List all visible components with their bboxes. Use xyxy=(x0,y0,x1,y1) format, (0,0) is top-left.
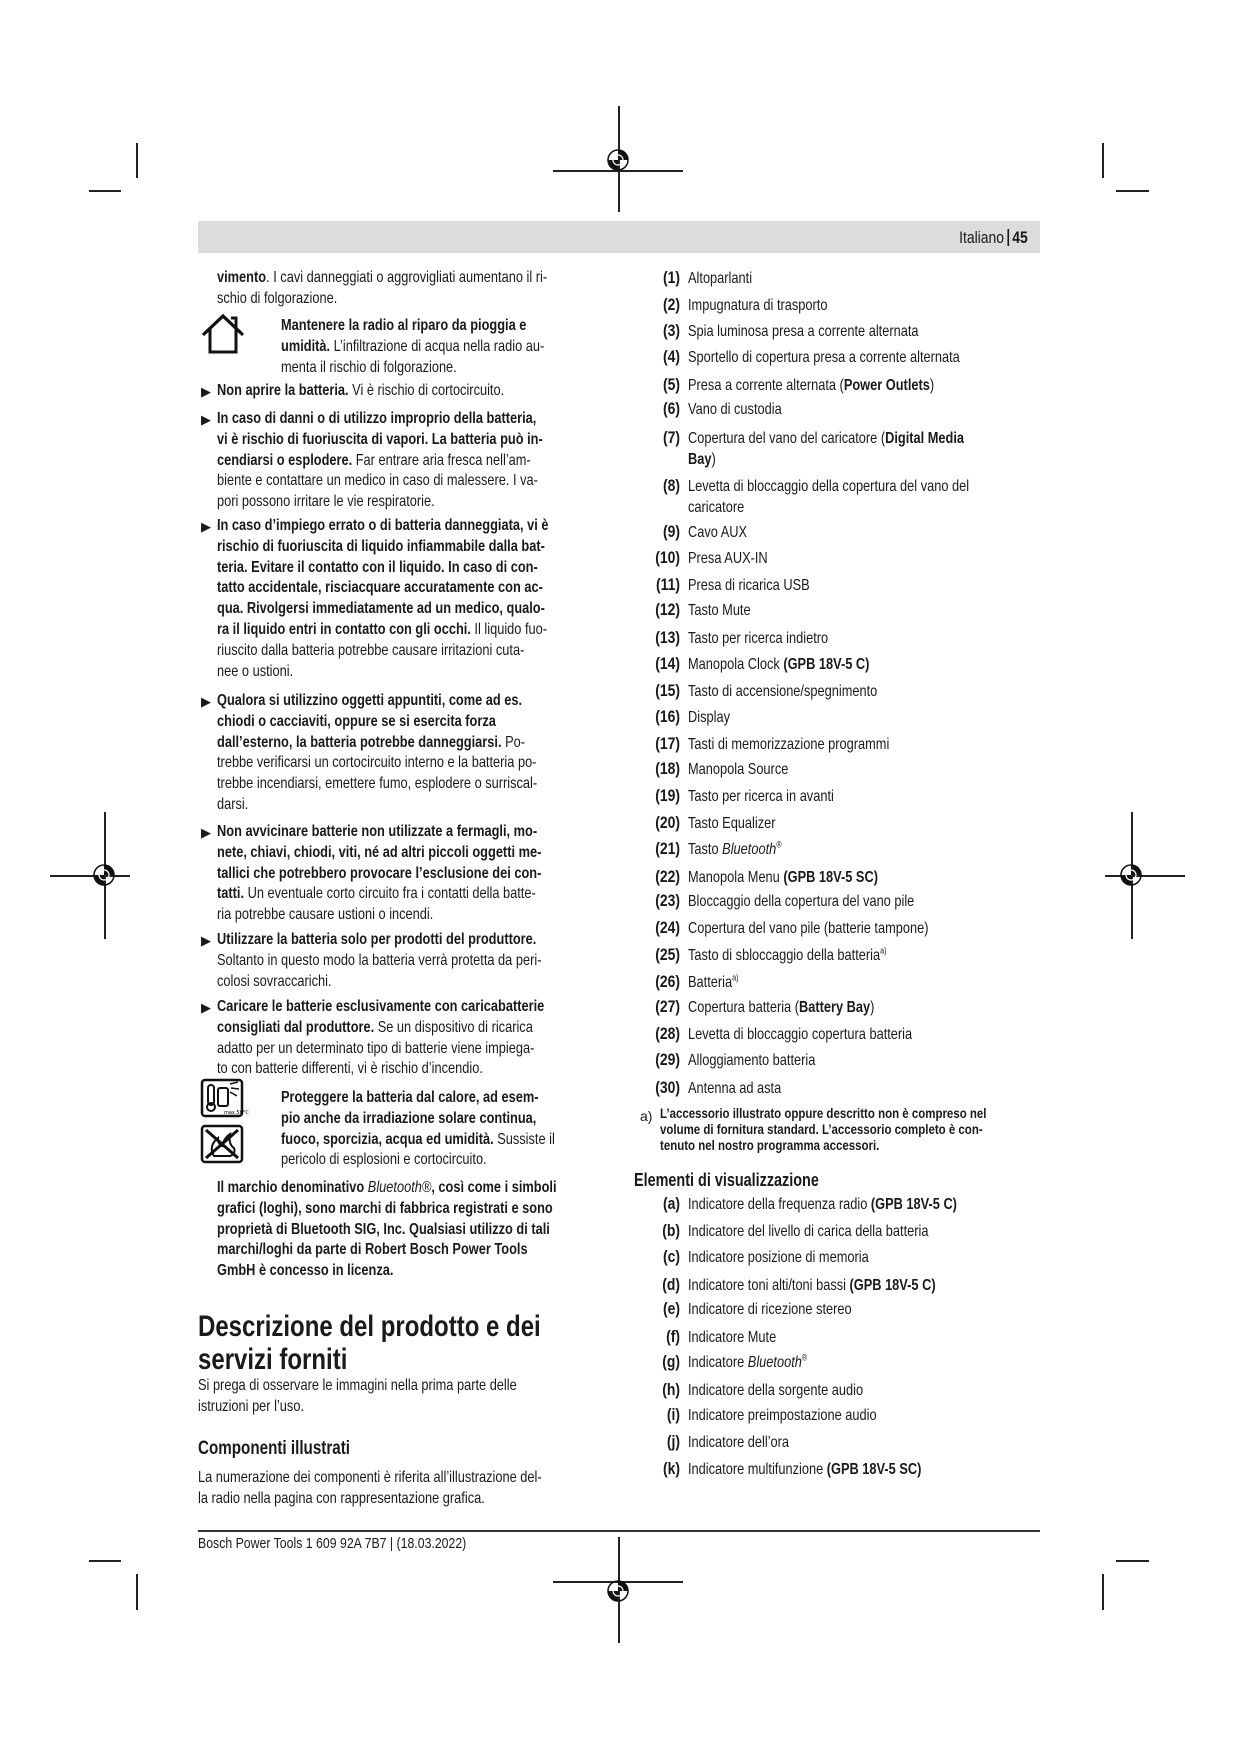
display-item-label xyxy=(688,1381,863,1402)
text-run: Bluetooth xyxy=(722,840,777,858)
component-number: (3) xyxy=(662,320,680,340)
text-run: a) xyxy=(880,945,887,956)
text-run: In caso d’impiego errato o di batteria danneggiata, vi è rischio di fuoriuscita di liquido infiammabile dalla bat- teria. Evitare il contatto con il liquido. In caso di con- tatto accidentale, risciacquare accuratamente con ac- qua. Rivolgersi immediatamente ad un medico, qualo- ra il liquido entri in contatto con gli occhi. xyxy=(217,517,549,638)
component-number: (14) xyxy=(655,654,680,674)
text-run: , così come i simboli grafici (loghi), sono marchi di fabbrica registrati e sono proprietà di Bluetooth SIG, Inc. Qualsiasi utilizzo di tali marchi/loghi da parte di Robert Bosch Power Tools GmbH è concesso in licenza. xyxy=(217,1179,557,1280)
text-run: (GPB 18V-5 C) xyxy=(849,1276,936,1294)
display-item-number: (c) xyxy=(662,1246,680,1266)
text-run: Tasto per ricerca in avanti xyxy=(688,788,834,806)
component-number: (29) xyxy=(655,1049,680,1069)
text-run: Levetta di bloccaggio della copertura del vano del caricatore xyxy=(688,478,970,517)
component-number: (27) xyxy=(655,997,680,1017)
text-run: Tasto xyxy=(688,840,723,858)
component-label xyxy=(688,1025,912,1046)
component-label xyxy=(688,840,782,861)
text-run: Manopola Clock xyxy=(688,656,784,674)
text-run: Digital Media Bay xyxy=(688,430,965,469)
component-label xyxy=(688,1051,815,1072)
component-number: (4) xyxy=(662,346,680,366)
display-item-label xyxy=(688,1406,877,1427)
component-number: (12) xyxy=(655,600,680,620)
component-number: (21) xyxy=(655,838,680,858)
component-number: (6) xyxy=(662,399,680,419)
left-block-bullet xyxy=(217,381,504,402)
section-heading: Descrizione del prodotto e dei servizi forniti xyxy=(198,1310,541,1376)
text-run: vimento xyxy=(217,269,267,286)
component-number: (22) xyxy=(655,866,680,886)
component-label xyxy=(688,376,934,397)
component-label xyxy=(688,760,788,781)
heat-warning-icon xyxy=(200,1078,249,1123)
component-number: (30) xyxy=(655,1077,680,1097)
crop-line xyxy=(89,190,121,192)
display-item-label xyxy=(688,1276,936,1297)
text-run: Vi è rischio di cortocircuito. xyxy=(348,382,505,399)
text-run: Battery Bay xyxy=(798,999,871,1017)
component-label xyxy=(688,576,810,597)
display-item-number: (d) xyxy=(662,1274,680,1294)
component-number: (11) xyxy=(655,574,680,594)
text-run: Altoparlanti xyxy=(688,270,753,288)
text-run: Se un dispositivo di ricarica adatto per un determinato tipo di batterie viene impiega- to con batterie differenti, vi è rischio d’incendio. xyxy=(217,1018,535,1078)
text-run: Po- trebbe verificarsi un cortocircuito interno e la batteria po- trebbe incendiarsi, emettere fumo, esplodere o surriscal- darsi. xyxy=(217,733,538,813)
display-item-label xyxy=(688,1248,869,1269)
text-run: Bluetooth® xyxy=(367,1179,432,1196)
crop-line xyxy=(89,1560,121,1562)
text-run: (GPB 18V-5 SC) xyxy=(826,1461,922,1479)
component-number: (2) xyxy=(662,295,680,315)
text-run: Il liquido fuo- riuscito dalla batteria potrebbe causare irritazioni cuta- nee o ustioni. xyxy=(217,620,548,680)
text-run: (GPB 18V-5 C) xyxy=(783,656,870,674)
display-item-label xyxy=(688,1195,957,1216)
component-label xyxy=(688,400,782,421)
component-label xyxy=(688,868,878,889)
crop-line xyxy=(50,875,130,877)
text-run: Non avvicinare batterie non utilizzate a fermagli, mo- nete, chiavi, chiodi, viti, né ad altri piccoli oggetti me- tallici che potrebbero provocare l’esclusione dei con- tatti. xyxy=(217,823,542,903)
text-run: Bluetooth xyxy=(747,1353,802,1371)
text-run: Copertura del vano del caricatore ( xyxy=(688,430,886,448)
text-run: (GPB 18V-5 C) xyxy=(870,1196,957,1214)
registration-target-icon xyxy=(1119,863,1143,892)
components-intro: La numerazione dei componenti è riferita all’illustrazione del- la radio nella pagina con rappresentazione grafica. xyxy=(198,1469,542,1507)
left-block-bullet xyxy=(217,997,544,1080)
component-number: (20) xyxy=(655,812,680,832)
component-label xyxy=(688,269,752,290)
text-run: Tasto di sbloccaggio della batteria xyxy=(688,946,881,964)
crop-line xyxy=(1105,875,1185,877)
component-number: (25) xyxy=(655,944,680,964)
crop-line xyxy=(1102,143,1104,178)
display-item-number: (h) xyxy=(662,1379,680,1399)
text-run: Sussiste il pericolo di esplosioni e cortocircuito. xyxy=(281,1130,555,1169)
bullet-arrow-icon: ▶ xyxy=(201,519,211,534)
text-run: (GPB 18V-5 SC) xyxy=(783,868,878,886)
text-run: Tasto Equalizer xyxy=(688,814,776,832)
text-run: Il marchio denominativo xyxy=(217,1179,368,1196)
component-number: (17) xyxy=(655,733,680,753)
component-label xyxy=(688,601,751,622)
text-run: Cavo AUX xyxy=(688,524,748,542)
text-run: Far entrare aria fresca nell’am- biente e contattare un medico in caso di malessere. I va- pori possono irritare le vie respiratorie. xyxy=(217,451,538,511)
display-item-label xyxy=(688,1460,921,1481)
text-run: Alloggiamento batteria xyxy=(688,1051,816,1069)
footnote-mark: a) xyxy=(640,1108,653,1124)
text-run: Presa a corrente alternata ( xyxy=(688,376,844,394)
component-number: (13) xyxy=(655,628,680,648)
bullet-arrow-icon: ▶ xyxy=(201,1000,211,1015)
text-run: L’infiltrazione di acqua nella radio au- menta il rischio di folgorazione. xyxy=(281,337,545,376)
bullet-arrow-icon: ▶ xyxy=(201,933,211,948)
text-run: Qualora si utilizzino oggetti appuntiti, come ad es. chiodi o cacciaviti, oppure se si esercita forza dall’esterno, la batteria potrebbe danneggiarsi. xyxy=(217,692,523,751)
text-run: ) xyxy=(711,451,716,469)
text-run: Un eventuale corto circuito fra i contatti della batte- ria potrebbe causare ustioni o incendi. xyxy=(217,885,536,924)
house-icon xyxy=(201,313,245,360)
component-label xyxy=(688,946,887,967)
component-number: (28) xyxy=(655,1024,680,1044)
text-run: Indicatore preimpostazione audio xyxy=(688,1407,877,1425)
display-item-label xyxy=(688,1300,852,1321)
text-run: Tasti di memorizzazione programmi xyxy=(688,735,890,753)
text-run: Copertura del vano pile (batterie tampone) xyxy=(688,919,929,937)
text-run: Caricare le batterie esclusivamente con caricabatterie consigliati dal produttore. xyxy=(217,998,545,1036)
text-run: Spia luminosa presa a corrente alternata xyxy=(688,322,919,340)
bullet-arrow-icon: ▶ xyxy=(201,384,211,399)
text-run: Presa AUX-IN xyxy=(688,549,768,567)
text-run: Copertura batteria ( xyxy=(688,999,799,1017)
display-item-number: (i) xyxy=(666,1405,680,1425)
text-run: Utilizzare la batteria solo per prodotti del produttore. xyxy=(217,931,537,948)
component-label xyxy=(688,348,960,369)
text-run: Tasto per ricerca indietro xyxy=(688,630,829,648)
crop-line xyxy=(1102,1574,1104,1610)
crop-line xyxy=(136,143,138,178)
footer-text: Bosch Power Tools 1 609 92A 7B7 | (18.03.2022) xyxy=(198,1535,467,1552)
bullet-arrow-icon: ▶ xyxy=(201,412,211,427)
registration-target-icon xyxy=(92,863,116,892)
registration-target-icon xyxy=(606,148,630,177)
crop-line xyxy=(1116,190,1149,192)
component-label xyxy=(688,429,964,471)
component-label xyxy=(688,787,834,808)
component-label xyxy=(688,973,739,994)
no-fire-icon xyxy=(200,1124,244,1169)
display-item-label xyxy=(688,1433,789,1454)
crop-line xyxy=(136,1574,138,1610)
component-number: (8) xyxy=(662,476,680,496)
section-label: Italiano xyxy=(959,228,1005,247)
registration-target-icon xyxy=(606,1579,630,1608)
display-item-label xyxy=(688,1222,928,1243)
text-run: Indicatore posizione di memoria xyxy=(688,1248,869,1266)
subheading-components: Componenti illustrati xyxy=(198,1438,350,1459)
component-label xyxy=(688,1079,781,1100)
display-item-number: (k) xyxy=(662,1459,680,1479)
display-item-number: (e) xyxy=(662,1299,680,1319)
text-run: Indicatore multifunzione xyxy=(688,1461,827,1479)
component-label xyxy=(688,477,969,519)
left-block-icon2 xyxy=(281,1088,555,1171)
left-block-bullet xyxy=(217,691,537,816)
display-item-label xyxy=(688,1328,776,1349)
text-run: Manopola Menu xyxy=(688,868,784,886)
text-run: Batteria xyxy=(688,973,733,991)
text-run: Proteggere la batteria dal calore, ad esem- pio anche da irradiazione solare continua, fuoco, sporcizia, acqua ed umidità. xyxy=(281,1089,539,1148)
header-separator xyxy=(1008,229,1010,246)
component-label xyxy=(688,682,877,703)
component-number: (1) xyxy=(662,268,680,288)
left-block-bullet xyxy=(217,930,541,992)
text-run: Non aprire la batteria. xyxy=(217,382,349,399)
component-label xyxy=(688,655,869,676)
component-number: (23) xyxy=(655,891,680,911)
text-run: Levetta di bloccaggio copertura batteria xyxy=(688,1026,913,1044)
component-number: (24) xyxy=(655,917,680,937)
svg-text:max.50°C: max.50°C xyxy=(224,1110,249,1116)
component-number: (18) xyxy=(655,759,680,779)
footer-divider xyxy=(198,1530,1040,1532)
component-label xyxy=(688,919,929,940)
component-label xyxy=(688,735,889,756)
text-run: ® xyxy=(776,839,782,850)
text-run: Power Outlets xyxy=(843,376,930,394)
component-label xyxy=(688,892,914,913)
component-number: (10) xyxy=(655,547,680,567)
text-run: Display xyxy=(688,708,730,726)
text-run: Antenna ad asta xyxy=(688,1079,782,1097)
component-number: (5) xyxy=(662,374,680,394)
display-item-label xyxy=(688,1353,807,1374)
component-number: (7) xyxy=(662,428,680,448)
crop-line xyxy=(1116,1560,1149,1562)
text-run: Indicatore Mute xyxy=(688,1329,777,1347)
text-run: a) xyxy=(732,972,739,983)
text-run: Soltanto in questo modo la batteria verrà protetta da peri- colosi sovraccarichi. xyxy=(217,951,542,990)
display-item-number: (f) xyxy=(666,1327,680,1347)
text-run: Indicatore toni alti/toni bassi xyxy=(688,1276,850,1294)
component-label xyxy=(688,322,919,343)
text-run: Indicatore xyxy=(688,1353,748,1371)
component-label xyxy=(688,296,827,317)
intro-text: Si prega di osservare le immagini nella prima parte delle istruzioni per l’uso. xyxy=(198,1377,517,1415)
display-elements-heading: Elementi di visualizzazione xyxy=(634,1170,819,1190)
component-label xyxy=(688,549,768,570)
component-label xyxy=(688,523,747,544)
page-header xyxy=(198,221,1040,253)
left-block-bullet xyxy=(217,516,548,682)
left-block-para xyxy=(217,1178,557,1282)
text-run: Mantenere la radio al riparo da pioggia e umidità. xyxy=(281,317,527,355)
page-number: 45 xyxy=(1012,228,1028,247)
left-block-icon xyxy=(281,316,544,378)
component-number: (26) xyxy=(655,971,680,991)
display-item-number: (a) xyxy=(662,1194,680,1214)
left-block-para xyxy=(217,268,547,310)
text-run: Tasto di accensione/spegnimento xyxy=(688,682,878,700)
text-run: Sportello di copertura presa a corrente alternata xyxy=(688,348,960,366)
component-label xyxy=(688,629,828,650)
text-run: Indicatore dell’ora xyxy=(688,1434,790,1452)
text-run: Manopola Source xyxy=(688,761,789,779)
text-run: In caso di danni o di utilizzo improprio della batteria, vi è rischio di fuoriuscita di vapori. La batteria può in- cendiarsi o esplodere. xyxy=(217,410,543,469)
text-run: Indicatore di ricezione stereo xyxy=(688,1301,852,1319)
text-run: ) xyxy=(870,999,875,1017)
bullet-arrow-icon: ▶ xyxy=(201,825,211,840)
component-number: (15) xyxy=(655,680,680,700)
text-run: ) xyxy=(929,376,935,394)
component-label xyxy=(688,708,730,729)
component-label xyxy=(688,814,776,835)
component-number: (9) xyxy=(662,522,680,542)
text-run: Indicatore della frequenza radio xyxy=(688,1196,871,1214)
display-item-number: (b) xyxy=(662,1220,680,1240)
text-run: Tasto Mute xyxy=(688,602,751,620)
text-run: ® xyxy=(801,1352,808,1363)
component-number: (16) xyxy=(655,706,680,726)
left-block-bullet xyxy=(217,409,543,513)
component-number: (19) xyxy=(655,786,680,806)
text-run: Impugnatura di trasporto xyxy=(688,297,828,315)
text-run: Presa di ricarica USB xyxy=(688,576,810,594)
text-run: . I cavi danneggiati o aggrovigliati aumentano il ri- schio di folgorazione. xyxy=(217,269,548,307)
footnote-text: L’accessorio illustrato oppure descritto non è compreso nel volume di fornitura standard. L’accessorio completo è con- tenuto nel nostro programma accessori. xyxy=(660,1106,987,1153)
left-block-bullet xyxy=(217,822,541,926)
component-label xyxy=(688,998,874,1019)
text-run: Indicatore della sorgente audio xyxy=(688,1381,864,1399)
text-run: Vano di custodia xyxy=(688,401,782,419)
display-item-number: (g) xyxy=(662,1351,680,1371)
bullet-arrow-icon: ▶ xyxy=(201,694,211,709)
text-run: Indicatore del livello di carica della batteria xyxy=(688,1222,929,1240)
display-item-number: (j) xyxy=(666,1432,680,1452)
text-run: Bloccaggio della copertura del vano pile xyxy=(688,893,915,911)
